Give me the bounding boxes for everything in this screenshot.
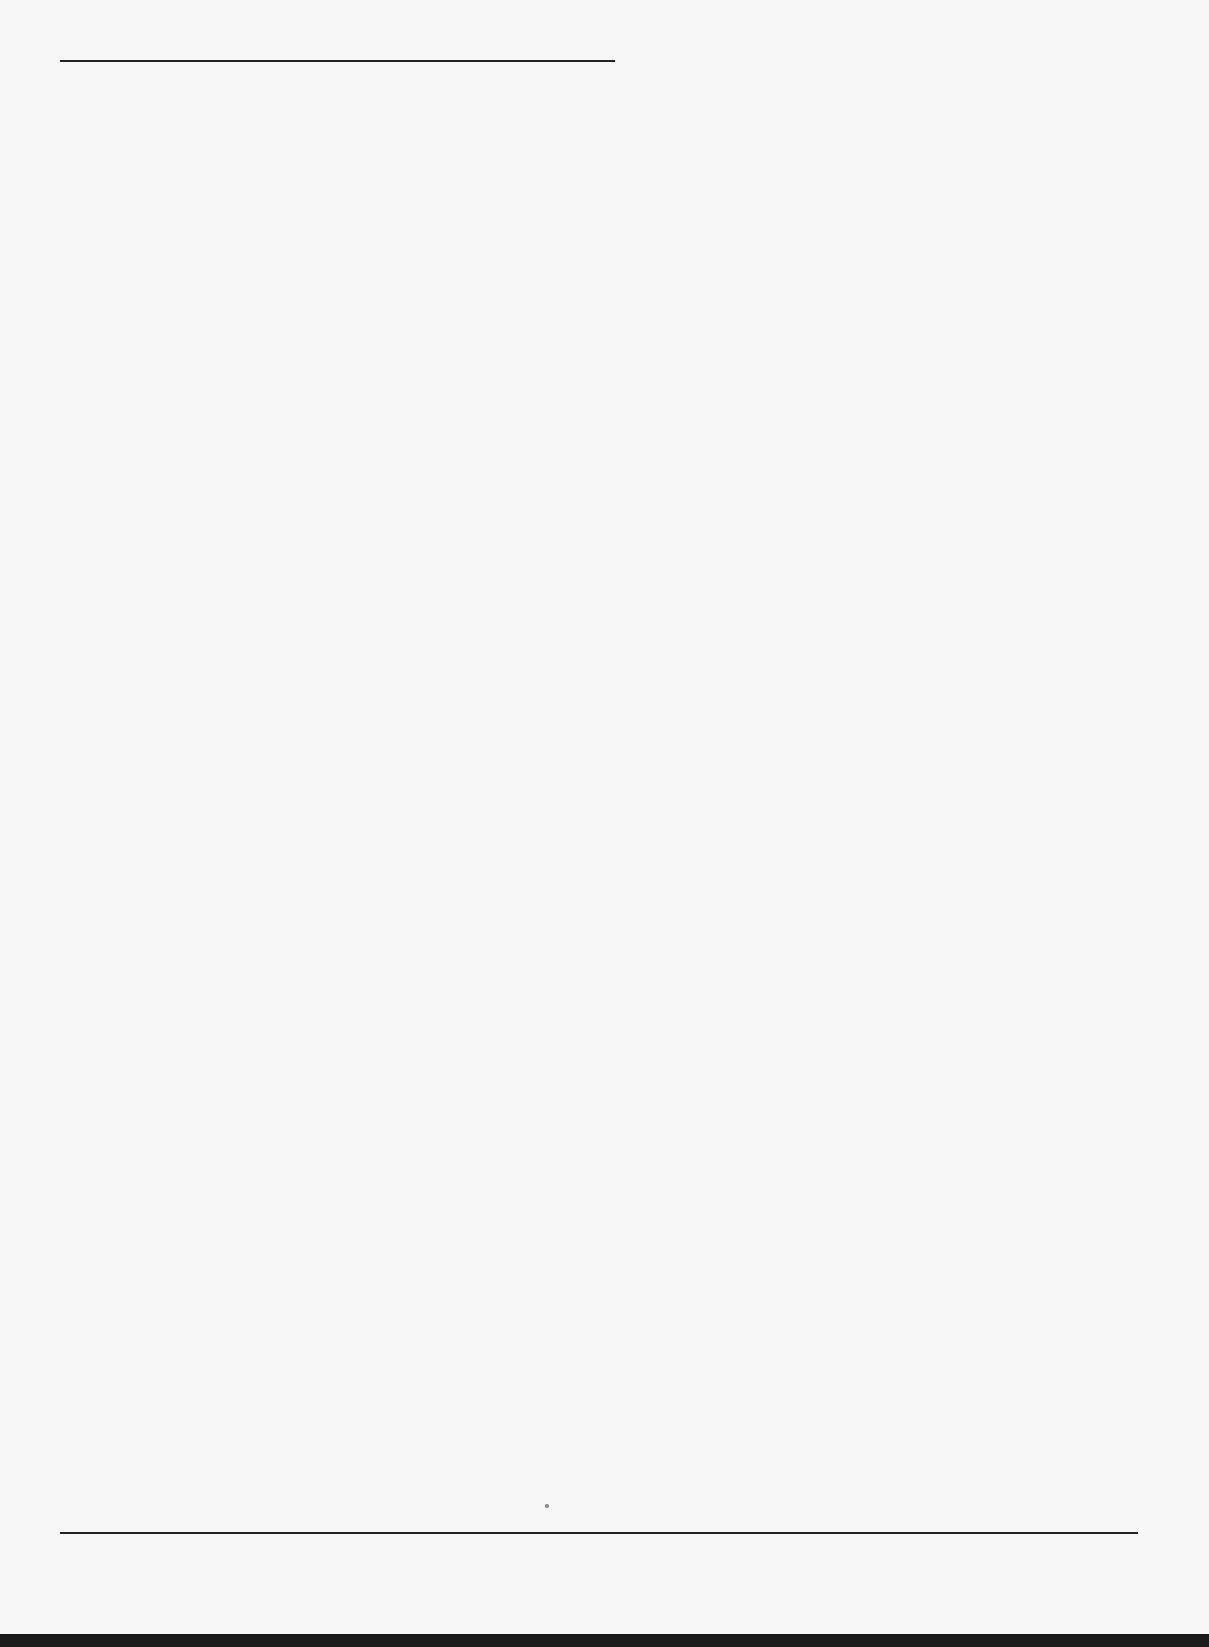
top-rule xyxy=(60,60,615,62)
text-column-1 xyxy=(60,150,372,1528)
bottom-rule xyxy=(60,1532,1138,1534)
scan-edge-band xyxy=(0,1634,1209,1647)
center-dot-mark xyxy=(545,1504,549,1508)
text-column-2 xyxy=(446,150,758,1528)
text-column-3 xyxy=(821,150,1133,1528)
